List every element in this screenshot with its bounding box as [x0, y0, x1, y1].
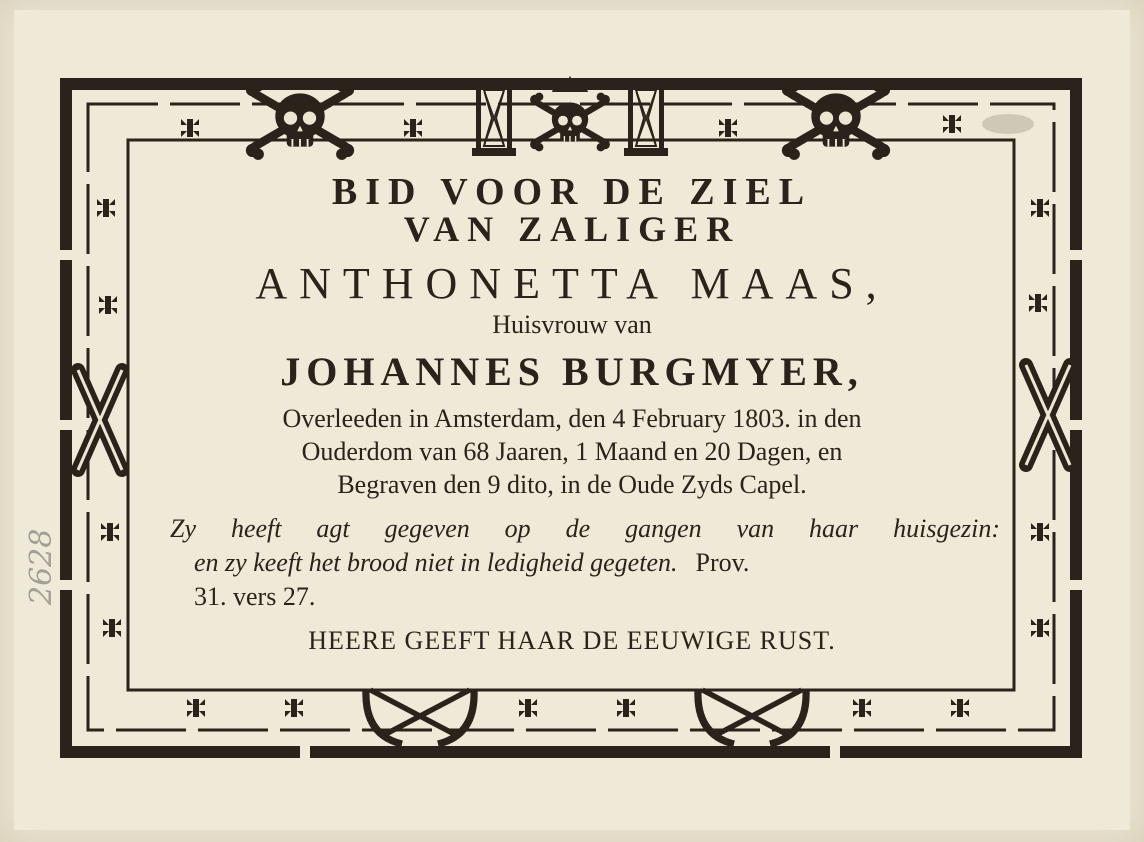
- crossed-scythes-icon: [366, 690, 474, 744]
- closing-prayer: HEERE GEEFT HAAR DE EEUWIGE RUST.: [308, 626, 836, 655]
- heading-line-1: BID VOOR DE ZIEL: [331, 171, 813, 213]
- scripture-reference-book: Prov.: [695, 548, 750, 577]
- scripture-quote-line-2: [194, 548, 994, 578]
- spouse-name: JOHANNES BURGMYER,: [280, 349, 864, 394]
- crossed-scythes-icon: [698, 690, 806, 744]
- scripture-quote-text: en zy keeft het brood niet in ledigheid gegeten.: [194, 548, 678, 577]
- death-details-line-1: Overleeden in Amsterdam, den 4 February 1803. in den: [282, 404, 862, 433]
- handwritten-inventory-number: 2628: [24, 528, 59, 605]
- hourglass-icon: [624, 80, 668, 156]
- scripture-quote-line-1: Zy heeft agt gegeven op de gangen van haar huisgezin:: [170, 514, 1000, 543]
- scripture-reference-verse: 31. vers 27.: [194, 582, 316, 611]
- skull-crossbones-icon: [782, 80, 890, 160]
- relation-label: Huisvrouw van: [492, 310, 652, 339]
- heading-line-2: VAN ZALIGER: [403, 209, 741, 249]
- skull-crossbones-icon: [246, 80, 354, 160]
- deceased-name: ANTHONETTA MAAS,: [255, 259, 889, 308]
- burial-details-line: Begraven den 9 dito, in de Oude Zyds Capel.: [337, 470, 807, 499]
- death-details-line-2: Ouderdom van 68 Jaaren, 1 Maand en 20 Dagen, en: [301, 437, 843, 466]
- hourglass-icon: [472, 80, 516, 156]
